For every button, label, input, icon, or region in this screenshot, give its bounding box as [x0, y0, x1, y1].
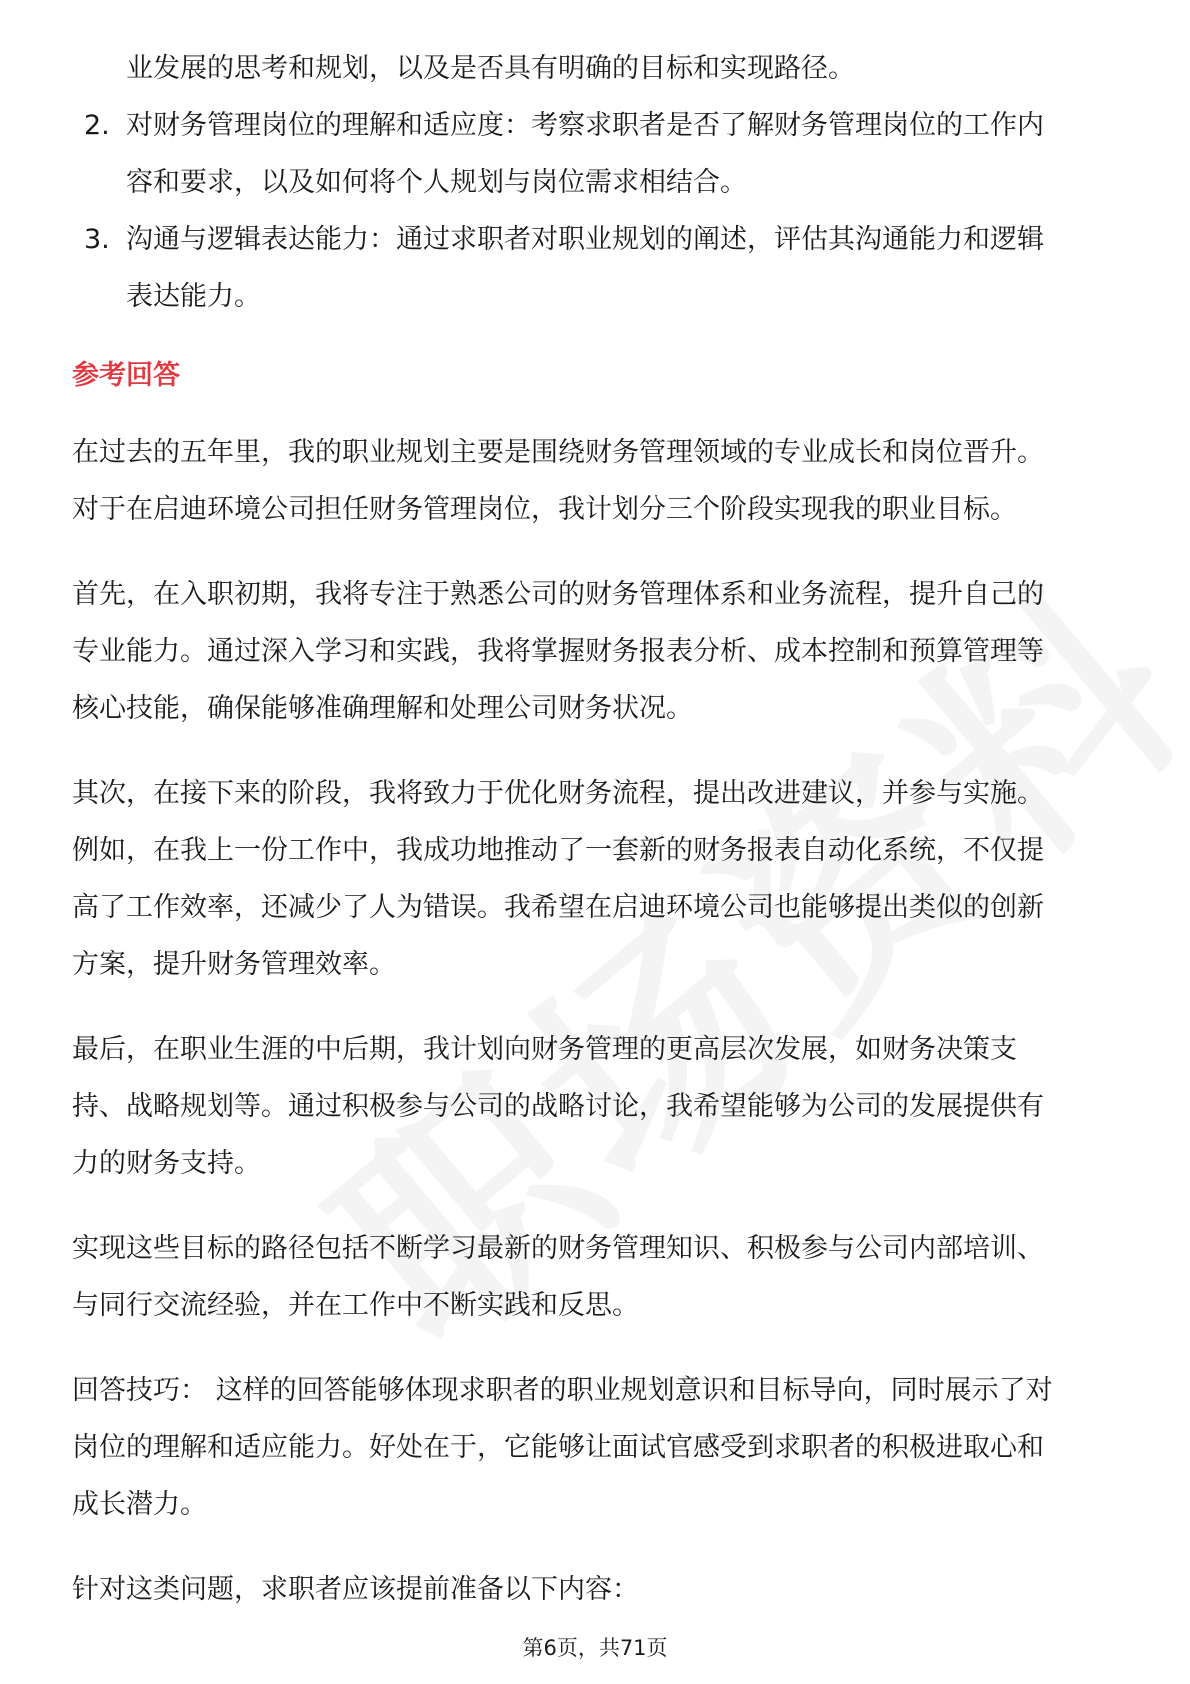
list-item-continuation — [72, 40, 1118, 97]
paragraph — [72, 765, 1118, 993]
paragraph-line: 岗位的理解和适应能力。好处在于，它能够让面试官感受到求职者的积极进取心和 — [72, 1432, 1044, 1463]
paragraph-line: 首先，在入职初期，我将专注于熟悉公司的财务管理体系和业务流程，提升自己的 — [72, 579, 1044, 610]
paragraph — [72, 1362, 1118, 1533]
list-item-line: 容和要求，以及如何将个人规划与岗位需求相结合。 — [126, 167, 747, 198]
paragraph-line: 对于在启迪环境公司担任财务管理岗位，我计划分三个阶段实现我的职业目标。 — [72, 494, 1017, 525]
paragraph — [72, 566, 1118, 737]
paragraph-line: 在过去的五年里，我的职业规划主要是围绕财务管理领域的专业成长和岗位晋升。 — [72, 437, 1044, 468]
list-item-line: 沟通与逻辑表达能力：通过求职者对职业规划的阐述，评估其沟通能力和逻辑 — [126, 224, 1044, 255]
paragraph-line: 实现这些目标的路径包括不断学习最新的财务管理知识、积极参与公司内部培训、 — [72, 1233, 1044, 1264]
paragraph — [72, 1561, 1118, 1618]
list-number: 3. — [84, 224, 110, 255]
paragraph-line: 其次，在接下来的阶段，我将致力于优化财务流程，提出改进建议，并参与实施。 — [72, 778, 1044, 809]
paragraph-line: 专业能力。通过深入学习和实践，我将掌握财务报表分析、成本控制和预算管理等 — [72, 636, 1044, 667]
page-footer: 第6页，共71页 — [522, 1636, 668, 1660]
paragraph-line: 回答技巧： 这样的回答能够体现求职者的职业规划意识和目标导向，同时展示了对 — [72, 1375, 1053, 1406]
paragraph-line: 核心技能，确保能够准确理解和处理公司财务状况。 — [72, 693, 693, 724]
paragraph-line: 最后，在职业生涯的中后期，我计划向财务管理的更高层次发展，如财务决策支 — [72, 1034, 1017, 1065]
paragraph-line: 与同行交流经验，并在工作中不断实践和反思。 — [72, 1290, 639, 1321]
section-heading: 参考回答 — [72, 360, 180, 391]
paragraph-line: 针对这类问题，求职者应该提前准备以下内容： — [72, 1574, 639, 1605]
paragraph-line: 高了工作效率，还减少了人为错误。我希望在启迪环境公司也能够提出类似的创新 — [72, 892, 1044, 923]
list-item-line: 表达能力。 — [126, 281, 261, 312]
paragraph-line: 持、战略规划等。通过积极参与公司的战略讨论，我希望能够为公司的发展提供有 — [72, 1091, 1044, 1122]
list-item-line: 对财务管理岗位的理解和适应度：考察求职者是否了解财务管理岗位的工作内 — [126, 110, 1044, 141]
paragraph-line: 例如，在我上一份工作中，我成功地推动了一套新的财务报表自动化系统，不仅提 — [72, 835, 1044, 866]
list-item-text: 业发展的思考和规划，以及是否具有明确的目标和实现路径。 — [126, 53, 855, 84]
list-item — [72, 211, 1118, 325]
list-item — [72, 97, 1118, 211]
paragraph-line: 成长潜力。 — [72, 1489, 207, 1520]
page-content — [72, 40, 1118, 1646]
paragraph — [72, 1220, 1118, 1334]
paragraph-line: 方案，提升财务管理效率。 — [72, 949, 396, 980]
list-number: 2. — [84, 110, 110, 141]
paragraph — [72, 1021, 1118, 1192]
paragraph-line: 力的财务支持。 — [72, 1148, 261, 1179]
paragraph — [72, 424, 1118, 538]
